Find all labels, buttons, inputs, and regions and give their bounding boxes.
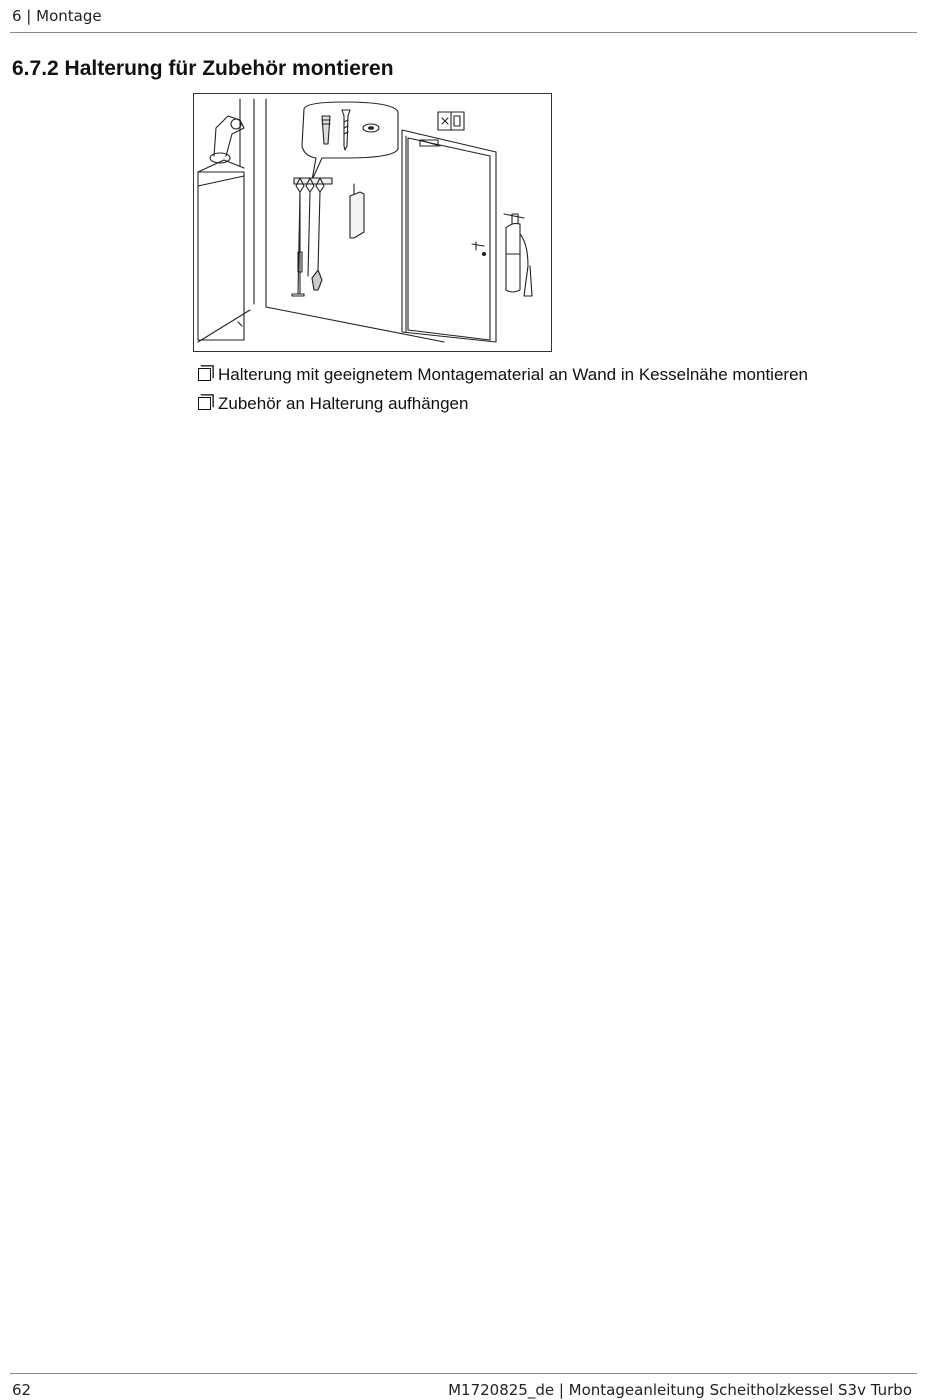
step-text: Zubehör an Halterung aufhängen [218,393,469,413]
checkbox-icon [198,397,211,410]
tool-rack [292,178,364,296]
mounting-illustration [193,93,552,352]
door [402,130,496,342]
checkbox-icon [198,368,211,381]
list-item [198,360,808,389]
instruction-steps [198,360,808,418]
boiler [198,116,244,340]
footer-divider [10,1373,917,1374]
list-item [198,389,808,418]
exit-sign [438,112,464,130]
document-title: M1720825_de | Montageanleitung Scheitholzkessel S3v Turbo [448,1381,912,1399]
room-walls [198,99,444,342]
hardware-callout [302,102,398,180]
section-heading: 6.7.2 Halterung für Zubehör montieren [12,57,394,80]
step-text: Halterung mit geeignetem Montagematerial an Wand in Kesselnähe montieren [218,364,808,384]
header-divider [10,32,917,33]
page-number: 62 [12,1381,32,1399]
fire-extinguisher [504,214,532,296]
running-header: 6 | Montage [12,7,102,25]
